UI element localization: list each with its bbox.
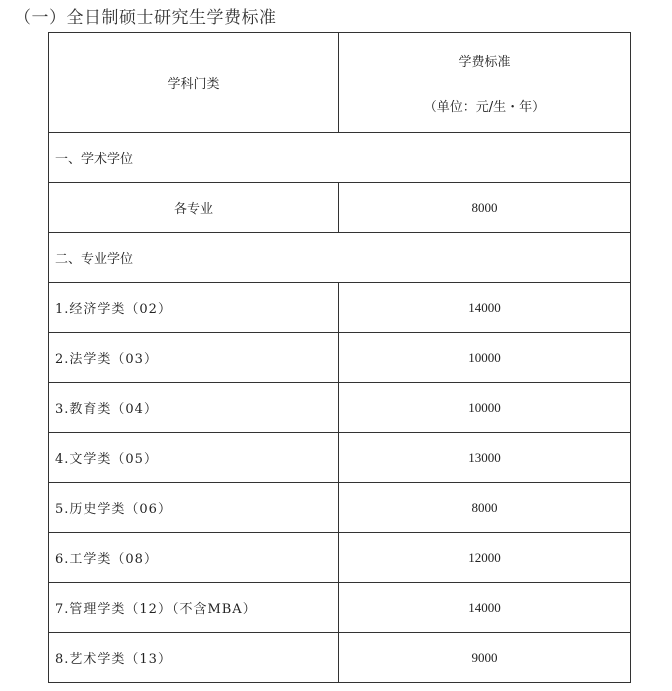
row-name: 3.教育类（04） — [49, 383, 339, 433]
row-fee: 9000 — [339, 633, 631, 683]
table-row — [49, 433, 631, 483]
row-name: 2.法学类（03） — [49, 333, 339, 383]
header-fee — [339, 33, 631, 133]
row-fee: 8000 — [339, 183, 631, 233]
row-name: 1.经济学类（02） — [49, 283, 339, 333]
table-row — [49, 383, 631, 433]
row-fee: 13000 — [339, 433, 631, 483]
row-fee: 12000 — [339, 533, 631, 583]
header-fee-unit: （单位：元/生・年） — [423, 99, 546, 115]
row-name: 8.艺术学类（13） — [49, 633, 339, 683]
row-fee: 10000 — [339, 333, 631, 383]
row-name: 7.管理学类（12）（不含MBA） — [49, 583, 339, 633]
row-name: 6.工学类（08） — [49, 533, 339, 583]
table-row — [49, 583, 631, 633]
row-fee: 10000 — [339, 383, 631, 433]
section-title-professional: 二、专业学位 — [49, 233, 631, 283]
row-name: 5.历史学类（06） — [49, 483, 339, 533]
section-title-academic: 一、学术学位 — [49, 133, 631, 183]
tuition-fee-table — [48, 32, 631, 683]
row-name: 4.文学类（05） — [49, 433, 339, 483]
table-row — [49, 633, 631, 683]
row-name: 各专业 — [49, 183, 339, 233]
table-row — [49, 183, 631, 233]
row-fee: 8000 — [339, 483, 631, 533]
row-fee: 14000 — [339, 283, 631, 333]
table-row — [49, 333, 631, 383]
table-row — [49, 483, 631, 533]
table-row — [49, 533, 631, 583]
section-row-academic — [49, 133, 631, 183]
page-heading: （一）全日制硕士研究生学费标准 — [14, 8, 277, 28]
row-fee: 14000 — [339, 583, 631, 633]
table-row — [49, 283, 631, 333]
header-fee-title: 学费标准 — [458, 54, 511, 70]
table-header-row — [49, 33, 631, 133]
header-category: 学科门类 — [49, 33, 339, 133]
section-row-professional — [49, 233, 631, 283]
